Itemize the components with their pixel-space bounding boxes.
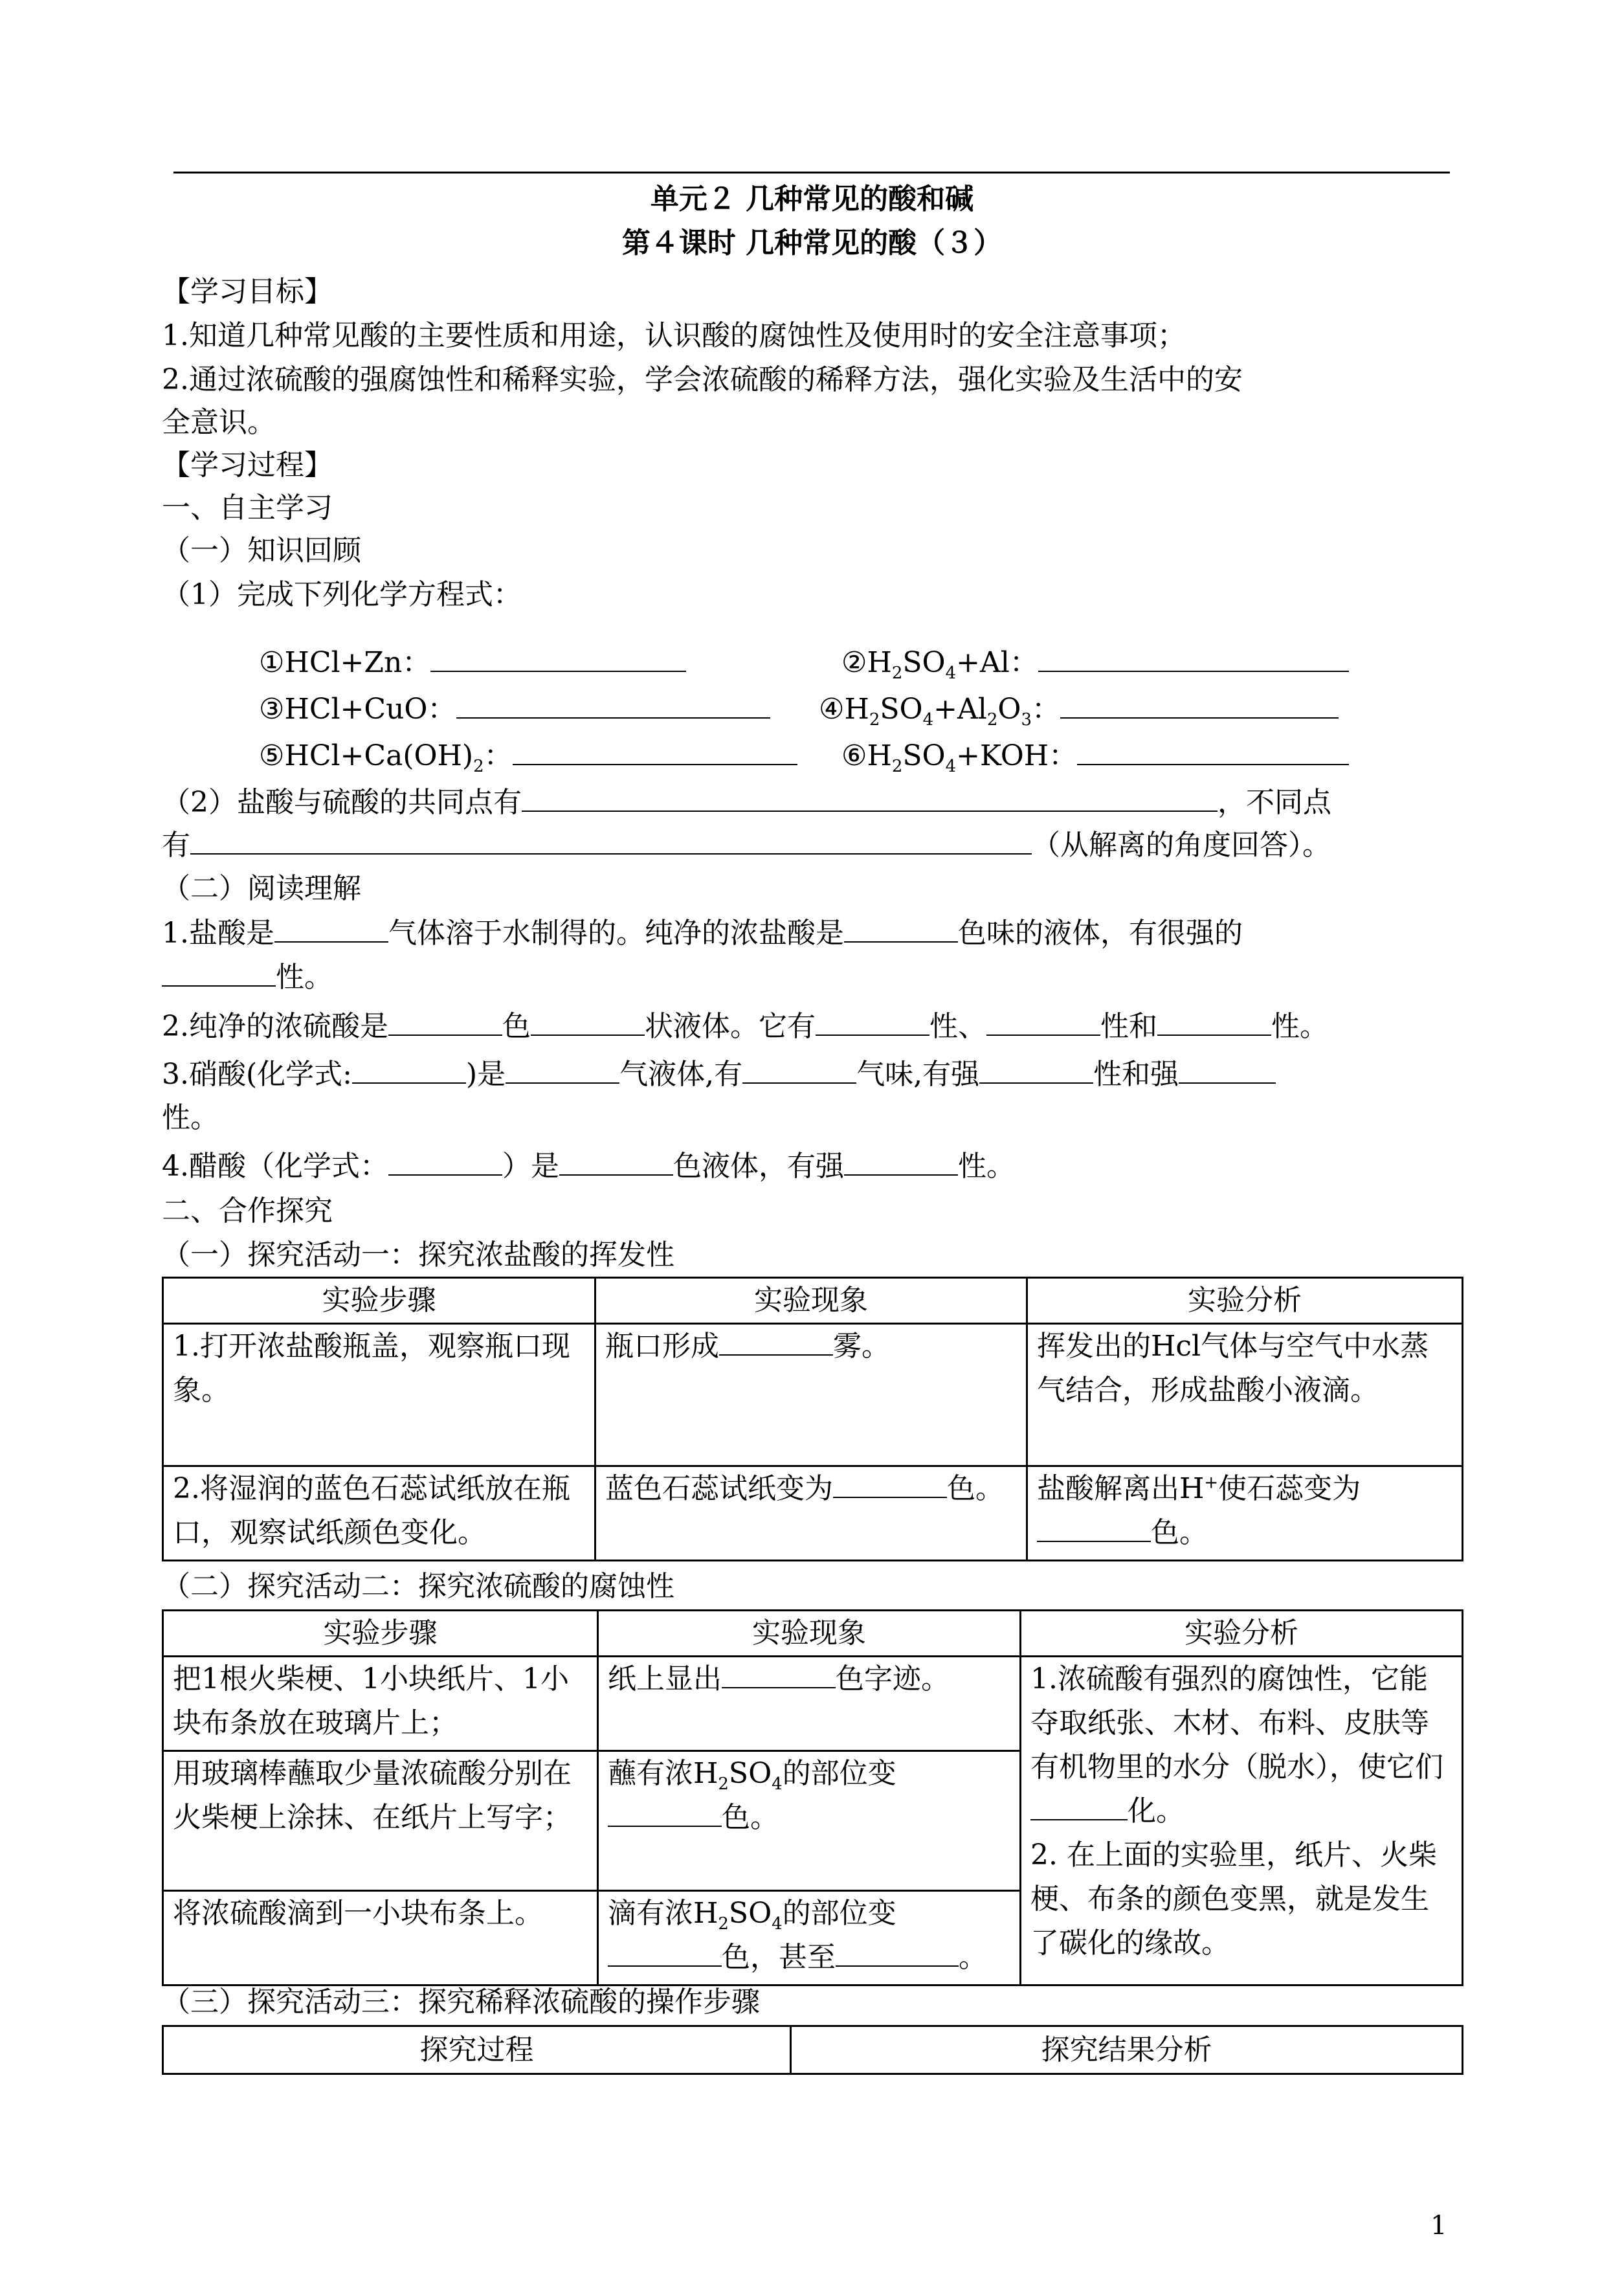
answer-blank[interactable]	[742, 1053, 856, 1084]
answer-blank[interactable]	[1030, 1789, 1128, 1820]
objectives-heading: 【学习目标】	[162, 275, 333, 308]
phenomenon-cell: 纸上显出 色字迹。	[598, 1657, 1021, 1751]
objective-2-line1: 2.通过浓硫酸的强腐蚀性和稀释实验，学会浓硫酸的稀释方法，强化实验及生活中的安	[162, 363, 1243, 396]
column-header-process: 探究过程	[163, 2026, 791, 2074]
column-header-result: 探究结果分析	[791, 2026, 1463, 2074]
section-self-study: 一、自主学习	[162, 491, 333, 524]
answer-blank[interactable]	[1037, 1511, 1151, 1542]
reading-3-line1: 3.硝酸(化学式: )是 气液体,有 气味,有强 性和强	[162, 1053, 1276, 1096]
reading-1-line2: 性。	[162, 956, 333, 999]
reading-4: 4.醋酸（化学式： ）是 色液体，有强 性。	[162, 1145, 1015, 1188]
answer-blank[interactable]	[1179, 1053, 1276, 1084]
header-rule	[173, 172, 1450, 173]
answer-blank[interactable]	[352, 1053, 466, 1084]
phenomenon-cell: 滴有浓$H_2SO_4$的部位变 色，甚至 。	[598, 1891, 1021, 1985]
lesson-title: 第４课时 几种常见的酸（３）	[621, 227, 1003, 260]
step-cell: 1.打开浓盐酸瓶盖，观察瓶口现象。	[163, 1324, 595, 1466]
answer-blank[interactable]	[162, 956, 276, 987]
activity-1-heading: （一）探究活动一：探究浓盐酸的挥发性	[162, 1238, 674, 1271]
column-header-step: 实验步骤	[163, 1278, 595, 1324]
analysis-cell: 盐酸解离出H+使石蕊变为色。	[1027, 1466, 1463, 1561]
column-header-analysis: 实验分析	[1027, 1278, 1463, 1324]
reading-2: 2.纯净的浓硫酸是 色 状液体。它有 性、 性和 性。	[162, 1005, 1328, 1048]
equation-2: $②H_2SO_4+Al$：	[841, 641, 1349, 684]
activity-3-heading: （三）探究活动三：探究稀释浓硫酸的操作步骤	[162, 1985, 760, 2019]
reading-1-line1: 1.盐酸是 气体溶于水制得的。纯净的浓盐酸是 色味的液体，有很强的	[162, 912, 1243, 955]
objective-1: 1.知道几种常见酸的主要性质和用途，认识酸的腐蚀性及使用时的安全注意事项；	[162, 319, 1186, 352]
subsection-reading: （二）阅读理解	[162, 872, 361, 905]
answer-blank[interactable]	[1060, 688, 1339, 719]
table-row	[163, 1324, 1463, 1466]
subsection-review: （一）知识回顾	[162, 534, 361, 567]
analysis-cell: 1.浓硫酸有强烈的腐蚀性，它能夺取纸张、木材、布料、皮肤等有机物里的水分（脱水），使它们化。 2. 在上面的实验里，纸片、火柴梗、布条的颜色变黑，就是发生了碳化的缘故。	[1021, 1657, 1463, 1985]
activity-2-heading: （二）探究活动二：探究浓硫酸的腐蚀性	[162, 1570, 674, 1603]
answer-blank[interactable]	[816, 1005, 929, 1036]
page-number: 1	[1430, 2211, 1447, 2241]
table-row	[163, 1657, 1463, 1751]
equation-6: $⑥H_2SO_4+KOH$：	[841, 734, 1349, 777]
answer-blank[interactable]	[531, 1005, 645, 1036]
equation-5: $⑤HCl+Ca(OH)_2$：	[259, 734, 797, 777]
column-header-analysis: 实验分析	[1021, 1611, 1463, 1657]
analysis-cell: 挥发出的Hcl气体与空气中水蒸气结合，形成盐酸小液滴。	[1027, 1324, 1463, 1466]
answer-blank[interactable]	[274, 912, 388, 943]
answer-blank[interactable]	[844, 912, 958, 943]
step-cell: 将浓硫酸滴到一小块布条上。	[163, 1891, 598, 1985]
answer-blank[interactable]	[456, 688, 770, 719]
step-cell: 用玻璃棒蘸取少量浓硫酸分别在火柴梗上涂抹、在纸片上写字；	[163, 1751, 598, 1891]
equation-4: $④H_2SO_4+Al_2O_3$：	[819, 688, 1339, 731]
answer-blank[interactable]	[559, 1145, 673, 1176]
table-row	[163, 1466, 1463, 1561]
answer-blank[interactable]	[722, 1657, 836, 1688]
equation-3: ③HCl+CuO：	[259, 688, 770, 731]
answer-blank[interactable]	[844, 1145, 958, 1176]
answer-blank[interactable]	[986, 1005, 1100, 1036]
activity-1-table	[162, 1277, 1463, 1561]
answer-blank[interactable]	[719, 1325, 833, 1356]
activity-2-table	[162, 1609, 1463, 1986]
process-heading: 【学习过程】	[162, 449, 333, 482]
column-header-step: 实验步骤	[163, 1611, 598, 1657]
answer-blank[interactable]	[836, 1936, 959, 1967]
question-2-line1: （2）盐酸与硫酸的共同点有 ，不同点	[162, 781, 1331, 824]
question-2-line2: 有 （从解离的角度回答）。	[162, 823, 1331, 867]
answer-blank[interactable]	[979, 1053, 1093, 1084]
phenomenon-cell: 瓶口形成 雾。	[595, 1324, 1027, 1466]
phenomenon-cell: 蘸有浓$H_2SO_4$的部位变 色。	[598, 1751, 1021, 1891]
answer-blank[interactable]	[608, 1796, 722, 1827]
answer-blank[interactable]	[833, 1467, 947, 1498]
answer-blank[interactable]	[506, 1053, 619, 1084]
answer-blank[interactable]	[430, 641, 686, 672]
question-1: （1）完成下列化学方程式：	[162, 578, 522, 611]
equation-1: ①HCl+Zn：	[259, 641, 686, 684]
objective-2-line2: 全意识。	[162, 406, 276, 439]
unit-title: 单元２ 几种常见的酸和碱	[650, 183, 974, 216]
column-header-phenomenon: 实验现象	[598, 1611, 1021, 1657]
step-cell: 2.将湿润的蓝色石蕊试纸放在瓶口，观察试纸颜色变化。	[163, 1466, 595, 1561]
step-cell: 把1根火柴梗、1小块纸片、1小块布条放在玻璃片上；	[163, 1657, 598, 1751]
answer-blank[interactable]	[190, 823, 1032, 855]
answer-blank[interactable]	[1038, 641, 1349, 672]
answer-blank[interactable]	[388, 1145, 502, 1176]
answer-blank[interactable]	[388, 1005, 502, 1036]
column-header-phenomenon: 实验现象	[595, 1278, 1027, 1324]
activity-3-table	[162, 2025, 1463, 2075]
reading-3-line2: 性。	[162, 1101, 219, 1134]
answer-blank[interactable]	[513, 734, 797, 765]
answer-blank[interactable]	[1077, 734, 1349, 765]
section-cooperative: 二、合作探究	[162, 1194, 333, 1227]
phenomenon-cell: 蓝色石蕊试纸变为 色。	[595, 1466, 1027, 1561]
answer-blank[interactable]	[608, 1936, 722, 1967]
answer-blank[interactable]	[1157, 1005, 1271, 1036]
answer-blank[interactable]	[522, 781, 1218, 812]
